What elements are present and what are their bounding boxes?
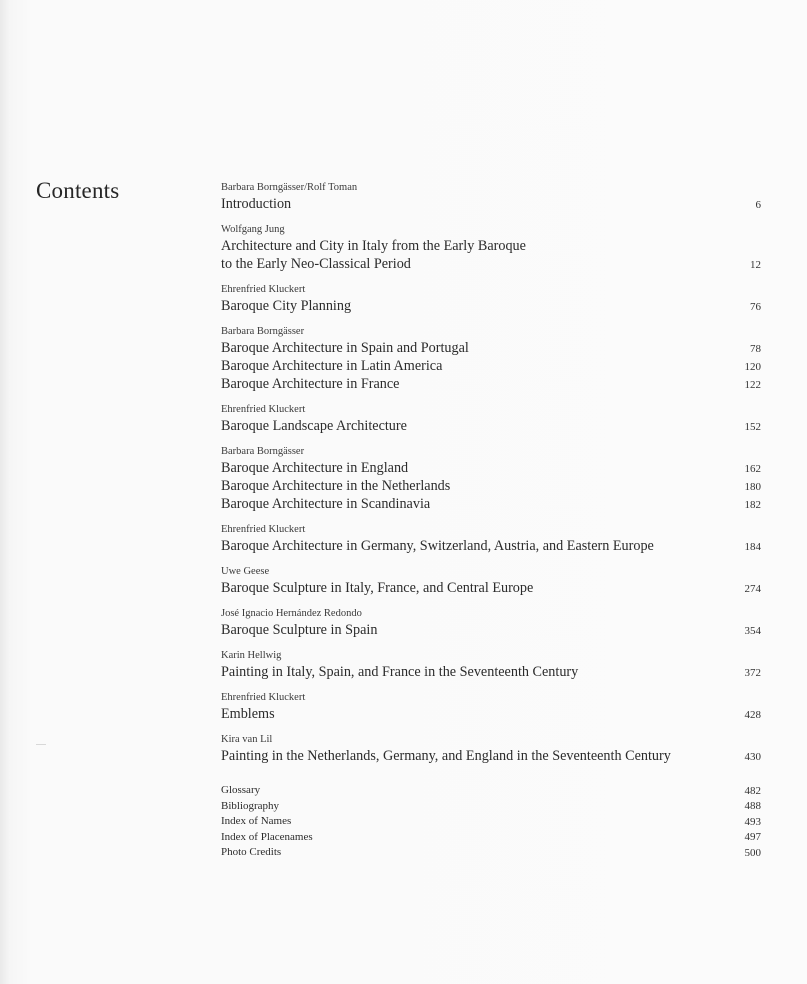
toc-entry[interactable]: [221, 375, 761, 393]
entry-page-number: 500: [744, 846, 761, 859]
entry-page-number: 120: [744, 361, 761, 373]
section-author: Ehrenfried Kluckert: [221, 284, 306, 295]
back-matter-entry[interactable]: [221, 845, 761, 861]
toc-entry[interactable]: [221, 747, 761, 765]
toc-section: [221, 566, 761, 597]
toc-entry[interactable]: [221, 459, 761, 477]
entry-title: Baroque Architecture in Spain and Portugal: [221, 340, 469, 356]
back-matter-list: [221, 783, 761, 861]
entry-title: Index of Names: [221, 815, 292, 827]
entry-title: Emblems: [221, 706, 275, 722]
toc-entry[interactable]: [221, 537, 761, 555]
page-title: Contents: [36, 178, 120, 203]
section-author: Ehrenfried Kluckert: [221, 404, 306, 415]
entry-title: Painting in Italy, Spain, and France in the Seventeenth Century: [221, 664, 579, 680]
toc-entry[interactable]: [221, 357, 761, 375]
section-author: Ehrenfried Kluckert: [221, 524, 306, 535]
entry-title: Glossary: [221, 784, 261, 796]
entry-page-number: 182: [744, 499, 761, 511]
entry-page-number: 488: [744, 800, 761, 812]
toc-section: [221, 182, 761, 213]
entry-page-number: 354: [744, 625, 761, 637]
entry-title: Baroque Architecture in France: [221, 376, 400, 392]
entry-page-number: 12: [750, 259, 761, 271]
paper-mark: [36, 744, 46, 745]
toc-section: [221, 404, 761, 435]
toc-section: [221, 608, 761, 639]
toc-entry[interactable]: [221, 663, 761, 681]
entry-page-number: 430: [744, 751, 761, 763]
table-of-contents: [221, 182, 761, 861]
entry-title: Baroque Architecture in the Netherlands: [221, 478, 451, 494]
toc-section: [221, 692, 761, 723]
entry-page-number: 152: [744, 421, 761, 433]
toc-entry[interactable]: [221, 705, 761, 723]
entry-page-number: 162: [744, 463, 761, 475]
entry-title: Painting in the Netherlands, Germany, and England in the Seventeenth Century: [221, 748, 671, 764]
entry-page-number: 497: [744, 831, 761, 843]
toc-section: [221, 650, 761, 681]
back-matter-entry[interactable]: [221, 830, 761, 846]
entry-title: Baroque Sculpture in Spain: [221, 622, 378, 638]
section-author: Uwe Geese: [221, 566, 270, 577]
toc-entry[interactable]: [221, 621, 761, 639]
toc-entry[interactable]: [221, 195, 761, 213]
section-author: Wolfgang Jung: [221, 224, 285, 235]
entry-page-number: 184: [744, 541, 761, 553]
toc-entry[interactable]: [221, 339, 761, 357]
entry-title: Baroque Architecture in England: [221, 460, 409, 476]
back-matter-entry[interactable]: [221, 783, 761, 799]
entry-title: Bibliography: [221, 799, 280, 812]
section-author: Barbara Borngässer: [221, 326, 305, 337]
section-author: José Ignacio Hernández Redondo: [221, 608, 362, 619]
entry-title: Index of Placenames: [221, 830, 313, 843]
toc-entry[interactable]: [221, 417, 761, 435]
back-matter-entry[interactable]: [221, 814, 761, 830]
entry-page-number: 76: [750, 301, 761, 313]
toc-entry[interactable]: [221, 297, 761, 315]
entry-page-number: 122: [744, 379, 761, 391]
entry-title: Photo Credits: [221, 846, 282, 858]
toc-sections: [221, 182, 761, 765]
toc-section: [221, 524, 761, 555]
toc-section: [221, 284, 761, 315]
entry-page-number: 78: [750, 343, 761, 355]
toc-section: [221, 734, 761, 765]
toc-entry[interactable]: [221, 495, 761, 513]
section-author: Ehrenfried Kluckert: [221, 692, 306, 703]
section-author: Karin Hellwig: [221, 650, 282, 661]
back-matter-entry[interactable]: [221, 799, 761, 815]
entry-title: Baroque Architecture in Scandinavia: [221, 496, 431, 512]
toc-entry[interactable]: [221, 477, 761, 495]
entry-page-number: 180: [744, 481, 761, 493]
section-author: Barbara Borngässer: [221, 446, 305, 457]
toc-entry[interactable]: [221, 579, 761, 597]
entry-title: Baroque Landscape Architecture: [221, 418, 407, 434]
section-author: Kira van Lil: [221, 734, 273, 745]
entry-title: Baroque Architecture in Germany, Switzerland, Austria, and Eastern Europe: [221, 538, 654, 554]
entry-page-number: 428: [744, 709, 761, 721]
entry-title: Baroque Architecture in Latin America: [221, 358, 443, 374]
entry-page-number: 493: [744, 815, 761, 828]
entry-title: Introduction: [221, 196, 292, 212]
section-author: Barbara Borngässer/Rolf Toman: [221, 182, 358, 193]
toc-section: [221, 326, 761, 393]
entry-page-number: 6: [755, 199, 761, 211]
toc-section: [221, 224, 761, 273]
entry-page-number: 372: [744, 667, 761, 679]
toc-entry[interactable]: [221, 237, 761, 273]
entry-page-number: 274: [744, 583, 761, 595]
toc-section: [221, 446, 761, 513]
entry-title: Baroque City Planning: [221, 298, 352, 314]
entry-title: Baroque Sculpture in Italy, France, and Central Europe: [221, 580, 534, 596]
entry-title: Architecture and City in Italy from the Early Baroque to the Early Neo-Classical Period: [221, 238, 526, 272]
entry-page-number: 482: [744, 784, 761, 797]
